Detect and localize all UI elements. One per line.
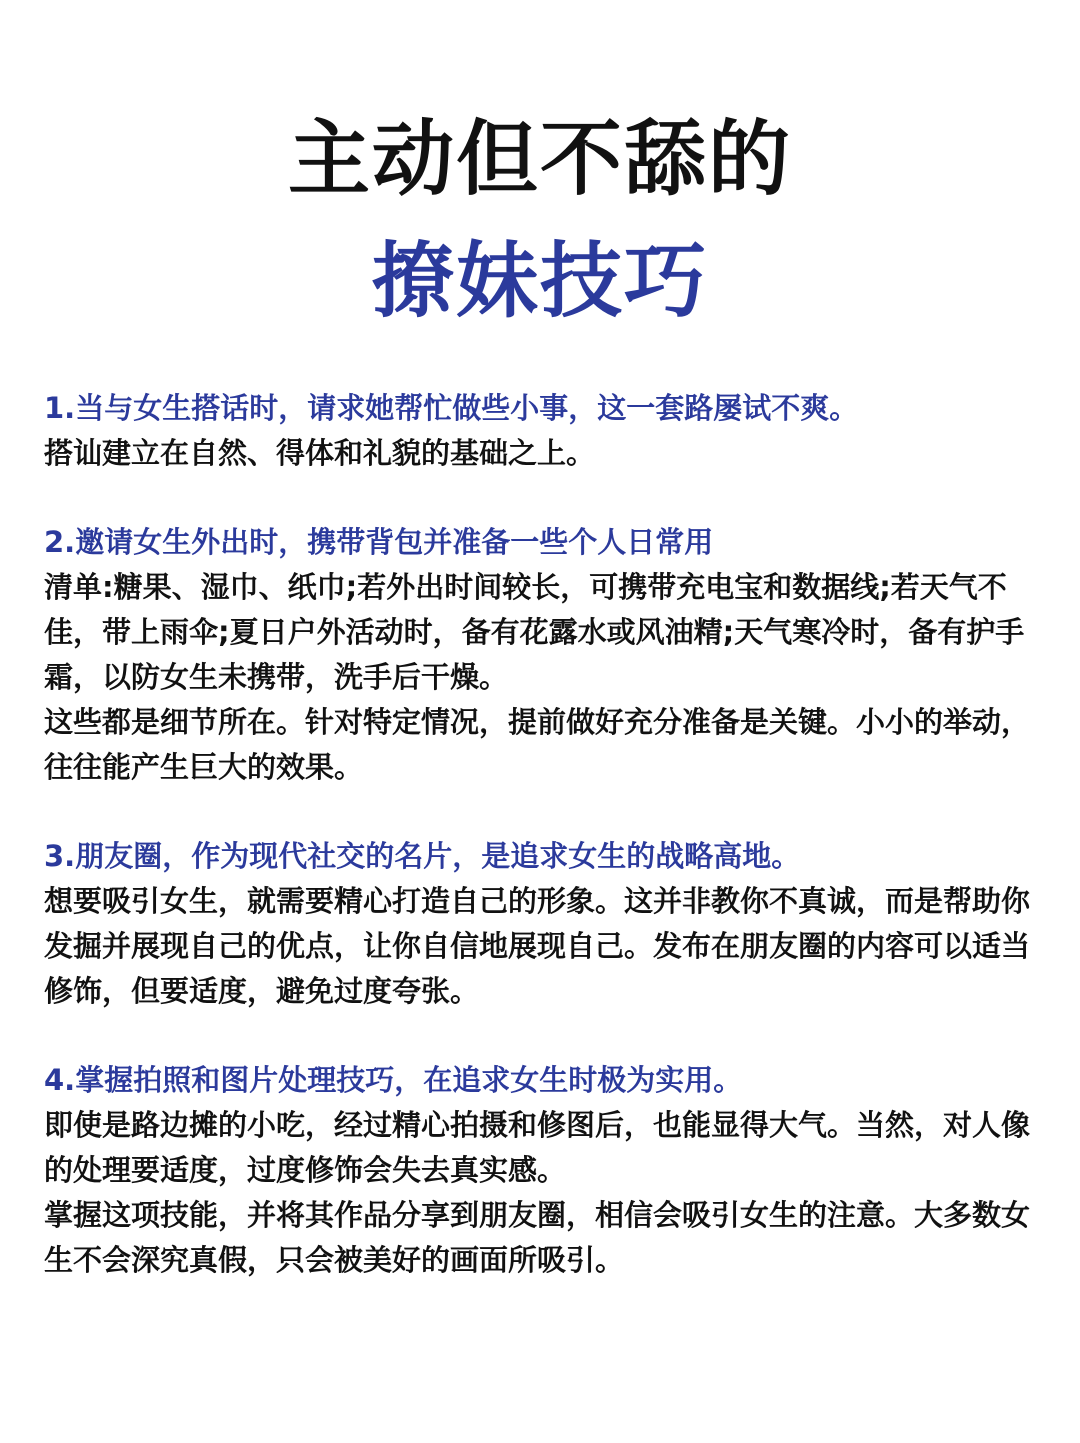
section-2: [44, 520, 1044, 790]
section-heading: 4.掌握拍照和图片处理技巧，在追求女生时极为实用。: [44, 1063, 743, 1097]
section-heading: 3.朋友圈，作为现代社交的名片，是追求女生的战略高地。: [44, 839, 801, 873]
section-1: [44, 386, 1044, 476]
section-paragraph: 想要吸引女生，就需要精心打造自己的形象。这并非教你不真诚，而是帮助你发掘并展现自己的优点，让你自信地展现自己。发布在朋友圈的内容可以适当修饰，但要适度，避免过度夸张。: [44, 884, 1031, 1008]
section-paragraph: 即使是路边摊的小吃，经过精心拍摄和修图后，也能显得大气。当然，对人像的处理要适度，过度修饰会失去真实感。: [44, 1108, 1031, 1187]
section-heading: 1.当与女生搭话时，请求她帮忙做些小事，这一套路屡试不爽。: [44, 391, 859, 425]
section-3: [44, 834, 1044, 1014]
section-paragraph: 搭讪建立在自然、得体和礼貌的基础之上。: [44, 436, 596, 470]
section-paragraph: 掌握这项技能，并将其作品分享到朋友圈，相信会吸引女生的注意。大多数女生不会深究真假，只会被美好的画面所吸引。: [44, 1198, 1031, 1277]
page-title: 主动但不舔的: [287, 112, 792, 207]
section-paragraph: 这些都是细节所在。针对特定情况，提前做好充分准备是关键。小小的举动，往往能产生巨大的效果。: [44, 705, 1031, 784]
page-subtitle: 撩妹技巧: [371, 234, 708, 329]
section-paragraph: 清单:糖果、湿巾、纸巾;若外出时间较长，可携带充电宝和数据线;若天气不佳，带上雨伞;夏日户外活动时，备有花露水或风油精;天气寒冷时，备有护手霜，以防女生未携带，洗手后干燥。: [44, 570, 1025, 694]
section-heading: 2.邀请女生外出时，携带背包并准备一些个人日常用: [44, 525, 714, 559]
article-body: [44, 386, 1044, 1327]
section-4: [44, 1058, 1044, 1283]
